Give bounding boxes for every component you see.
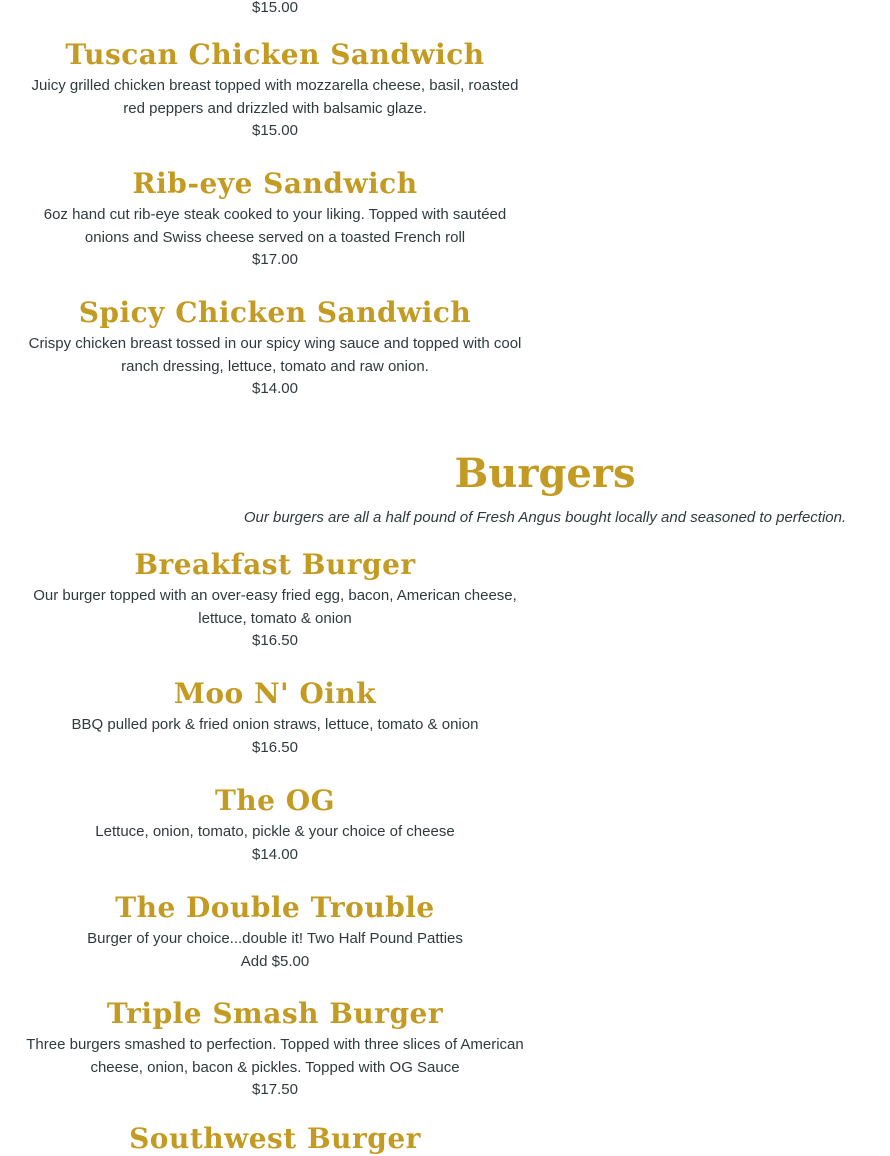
item-description: Our burger topped with an over-easy fried egg, bacon, American cheese, lettuce, tomato & onion [33, 587, 517, 627]
menu-item-breakfast-burger [20, 548, 530, 653]
item-price: $17.50 [252, 1081, 298, 1098]
item-description: Three burgers smashed to perfection. Topped with three slices of American cheese, onion, bacon & pickles. Topped with OG Sauce [26, 1036, 524, 1076]
section-heading-burgers: Burgers [454, 450, 636, 497]
menu-item-tuscan-chicken-sandwich [20, 38, 530, 143]
item-price: $17.00 [252, 251, 298, 268]
item-description: BBQ pulled pork & fried onion straws, lettuce, tomato & onion [71, 716, 479, 733]
item-description: Crispy chicken breast tossed in our spicy wing sauce and topped with cool ranch dressing, lettuce, tomato and raw onion. [28, 335, 522, 375]
menu-item-moo-n-oink [20, 677, 530, 759]
item-price: Add $5.00 [240, 952, 310, 970]
menu-item-rib-eye-sandwich [20, 167, 530, 272]
item-price: $16.50 [252, 632, 298, 649]
item-title: Breakfast Burger [134, 548, 416, 581]
item-description: Lettuce, onion, tomato, pickle & your choice of cheese [95, 823, 455, 840]
item-price: $15.00 [252, 122, 298, 139]
item-title: The Double Trouble [115, 891, 435, 924]
item-description: Burger of your choice...double it! Two Half Pound Patties [87, 930, 463, 947]
item-title: Tuscan Chicken Sandwich [65, 38, 485, 71]
item-price: $16.50 [252, 738, 298, 756]
menu-item-spicy-chicken-sandwich [20, 296, 530, 401]
item-title: Southwest Burger [129, 1122, 421, 1155]
item-price: $14.00 [252, 845, 298, 863]
item-title: The OG [214, 784, 336, 817]
section-intro: Our burgers are all a half pound of Fresh Angus bought locally and seasoned to perfection. [243, 509, 847, 526]
menu-item-the-og [20, 784, 530, 866]
menu-item-southwest-burger [20, 1122, 530, 1156]
menu-item-the-double-trouble [20, 891, 530, 973]
item-price: $15.00 [252, 0, 298, 16]
item-description: Juicy grilled chicken breast topped with mozzarella cheese, basil, roasted red peppers and drizzled with balsamic glaze. [31, 77, 519, 117]
item-title: Spicy Chicken Sandwich [78, 296, 472, 329]
item-title: Moo N' Oink [173, 677, 377, 710]
item-description: 6oz hand cut rib-eye steak cooked to your liking. Topped with sautéed onions and Swiss cheese served on a toasted French roll [43, 206, 507, 246]
item-price: $14.00 [252, 380, 298, 397]
menu-item-triple-smash-burger [20, 997, 530, 1102]
previous-item [20, 0, 530, 20]
item-title: Rib-eye Sandwich [132, 167, 418, 200]
item-title: Triple Smash Burger [106, 997, 444, 1030]
